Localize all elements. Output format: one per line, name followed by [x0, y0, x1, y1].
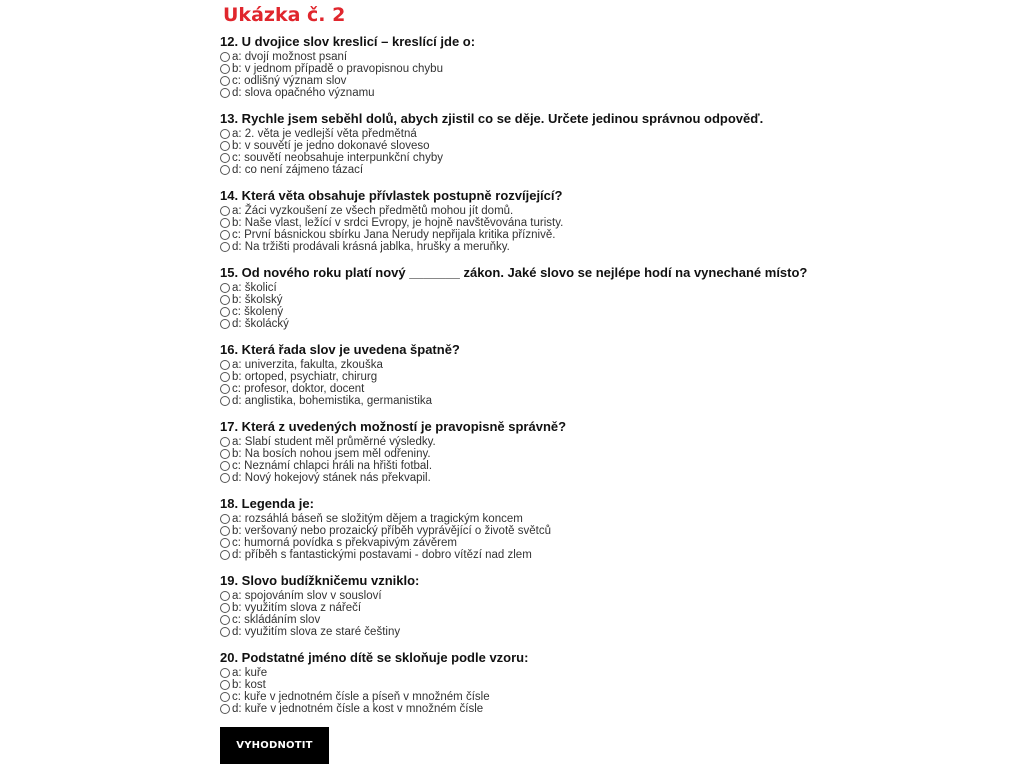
answer-option[interactable] [220, 152, 840, 164]
answer-option[interactable] [220, 513, 840, 525]
radio-button[interactable] [220, 307, 230, 317]
radio-button[interactable] [220, 538, 230, 548]
answer-option-label: d: slova opačného významu [232, 87, 375, 99]
radio-button[interactable] [220, 461, 230, 471]
question-text: 15. Od nového roku platí nový _______ zákon. Jaké slovo se nejlépe hodí na vynechané místo? [220, 265, 808, 280]
radio-button[interactable] [220, 591, 230, 601]
question-block [220, 573, 840, 638]
radio-button[interactable] [220, 319, 230, 329]
answer-option-label: c: profesor, doktor, docent [232, 383, 365, 395]
answer-option-label: c: souvětí neobsahuje interpunkční chyby [232, 152, 443, 164]
radio-button[interactable] [220, 550, 230, 560]
answer-option[interactable] [220, 703, 840, 715]
answer-option-label: c: odlišný význam slov [232, 75, 347, 87]
question-text: 12. U dvojice slov kreslicí – kreslící jde o: [220, 34, 476, 49]
page-title: Ukázka č. 2 [223, 4, 346, 26]
answer-option[interactable] [220, 448, 840, 460]
answer-option[interactable] [220, 140, 840, 152]
radio-button[interactable] [220, 680, 230, 690]
answer-option[interactable] [220, 241, 840, 253]
radio-button[interactable] [220, 165, 230, 175]
radio-button[interactable] [220, 627, 230, 637]
question-block [220, 650, 840, 715]
answer-option[interactable] [220, 205, 840, 217]
question-block [220, 419, 840, 484]
answer-option[interactable] [220, 537, 840, 549]
radio-button[interactable] [220, 615, 230, 625]
answer-option-label: d: Na tržišti prodávali krásná jablka, hrušky a meruňky. [232, 241, 510, 253]
answer-option[interactable] [220, 395, 840, 407]
answer-option-label: d: co není zájmeno tázací [232, 164, 364, 176]
answer-option-label: d: Nový hokejový stánek nás překvapil. [232, 472, 431, 484]
radio-button[interactable] [220, 295, 230, 305]
radio-button[interactable] [220, 449, 230, 459]
answer-option-label: b: Na bosích nohou jsem měl odřeniny. [232, 448, 431, 460]
radio-button[interactable] [220, 692, 230, 702]
answer-option-label: a: rozsáhlá báseň se složitým dějem a tragickým koncem [232, 513, 523, 525]
question-block [220, 342, 840, 407]
answer-option-label: c: humorná povídka s překvapivým závěrem [232, 537, 457, 549]
answer-option[interactable] [220, 128, 840, 140]
answer-option[interactable] [220, 614, 840, 626]
radio-button[interactable] [220, 372, 230, 382]
answer-option[interactable] [220, 679, 840, 691]
answer-option[interactable] [220, 51, 840, 63]
question-text: 17. Která z uvedených možností je pravopisně správně? [220, 419, 567, 434]
evaluate-button[interactable]: VYHODNOTIT [220, 727, 329, 764]
question-block [220, 496, 840, 561]
question-text: 13. Rychle jsem seběhl dolů, abych zjistil co se děje. Určete jedinou správnou odpověď. [220, 111, 764, 126]
answer-option[interactable] [220, 667, 840, 679]
answer-option-label: b: Naše vlast, ležící v srdci Evropy, je hojně navštěvována turisty. [232, 217, 564, 229]
answer-option[interactable] [220, 549, 840, 561]
question-text: 14. Která věta obsahuje přívlastek postupně rozvíjející? [220, 188, 563, 203]
radio-button[interactable] [220, 437, 230, 447]
answer-option-label: a: spojováním slov v sousloví [232, 590, 382, 602]
answer-option-label: c: kuře v jednotném čísle a píseň v množném čísle [232, 691, 490, 703]
radio-button[interactable] [220, 360, 230, 370]
answer-option-label: c: Neznámí chlapci hráli na hřišti fotbal. [232, 460, 433, 472]
answer-option-label: d: školácký [232, 318, 289, 330]
answer-option[interactable] [220, 75, 840, 87]
question-text: 16. Která řada slov je uvedena špatně? [220, 342, 460, 357]
answer-option[interactable] [220, 63, 840, 75]
answer-option[interactable] [220, 383, 840, 395]
answer-option-label: b: školský [232, 294, 283, 306]
answer-option-label: d: příběh s fantastickými postavami - dobro vítězí nad zlem [232, 549, 532, 561]
answer-option[interactable] [220, 602, 840, 614]
answer-option-label: a: dvojí možnost psaní [232, 51, 348, 63]
answer-option-label: c: skládáním slov [232, 614, 321, 626]
question-block [220, 111, 840, 176]
radio-button[interactable] [220, 473, 230, 483]
radio-button[interactable] [220, 64, 230, 74]
radio-button[interactable] [220, 153, 230, 163]
answer-option[interactable] [220, 436, 840, 448]
radio-button[interactable] [220, 704, 230, 714]
radio-button[interactable] [220, 206, 230, 216]
radio-button[interactable] [220, 668, 230, 678]
answer-option[interactable] [220, 318, 840, 330]
answer-option[interactable] [220, 472, 840, 484]
radio-button[interactable] [220, 526, 230, 536]
radio-button[interactable] [220, 129, 230, 139]
answer-option[interactable] [220, 626, 840, 638]
answer-option-label: d: kuře v jednotném čísle a kost v množném čísle [232, 703, 484, 715]
answer-option[interactable] [220, 306, 840, 318]
answer-option[interactable] [220, 217, 840, 229]
answer-option-label: a: školicí [232, 282, 277, 294]
radio-button[interactable] [220, 230, 230, 240]
answer-option[interactable] [220, 164, 840, 176]
question-block [220, 188, 840, 253]
quiz-form [220, 34, 840, 727]
answer-option-label: a: 2. věta je vedlejší věta předmětná [232, 128, 417, 140]
radio-button[interactable] [220, 603, 230, 613]
radio-button[interactable] [220, 218, 230, 228]
answer-option[interactable] [220, 371, 840, 383]
radio-button[interactable] [220, 52, 230, 62]
radio-button[interactable] [220, 141, 230, 151]
radio-button[interactable] [220, 88, 230, 98]
answer-option-label: a: Slabí student měl průměrné výsledky. [232, 436, 436, 448]
question-block [220, 34, 840, 99]
question-block [220, 265, 840, 330]
answer-option[interactable] [220, 525, 840, 537]
radio-button[interactable] [220, 242, 230, 252]
answer-option[interactable] [220, 359, 840, 371]
answer-option-label: b: v souvětí je jedno dokonavé sloveso [232, 140, 430, 152]
answer-option[interactable] [220, 294, 840, 306]
radio-button[interactable] [220, 384, 230, 394]
answer-option-label: a: univerzita, fakulta, zkouška [232, 359, 383, 371]
radio-button[interactable] [220, 283, 230, 293]
answer-option-label: b: veršovaný nebo prozaický příběh vyprávějící o životě světců [232, 525, 551, 537]
answer-option-label: c: školený [232, 306, 284, 318]
answer-option-label: d: anglistika, bohemistika, germanistika [232, 395, 433, 407]
answer-option[interactable] [220, 460, 840, 472]
answer-option-label: a: Žáci vyzkoušení ze všech předmětů mohou jít domů. [232, 205, 514, 217]
radio-button[interactable] [220, 76, 230, 86]
answer-option[interactable] [220, 87, 840, 99]
answer-option[interactable] [220, 229, 840, 241]
answer-option-label: b: ortoped, psychiatr, chirurg [232, 371, 378, 383]
answer-option-label: b: využitím slova z nářečí [232, 602, 362, 614]
answer-option-label: a: kuře [232, 667, 268, 679]
answer-option-label: c: První básnickou sbírku Jana Nerudy nepřijala kritika příznivě. [232, 229, 556, 241]
question-text: 19. Slovo budížkničemu vzniklo: [220, 573, 420, 588]
answer-option[interactable] [220, 282, 840, 294]
question-text: 18. Legenda je: [220, 496, 314, 511]
radio-button[interactable] [220, 396, 230, 406]
answer-option-label: b: v jednom případě o pravopisnou chybu [232, 63, 443, 75]
radio-button[interactable] [220, 514, 230, 524]
question-text: 20. Podstatné jméno dítě se skloňuje podle vzoru: [220, 650, 529, 665]
answer-option[interactable] [220, 691, 840, 703]
answer-option-label: d: využitím slova ze staré češtiny [232, 626, 401, 638]
answer-option[interactable] [220, 590, 840, 602]
answer-option-label: b: kost [232, 679, 266, 691]
